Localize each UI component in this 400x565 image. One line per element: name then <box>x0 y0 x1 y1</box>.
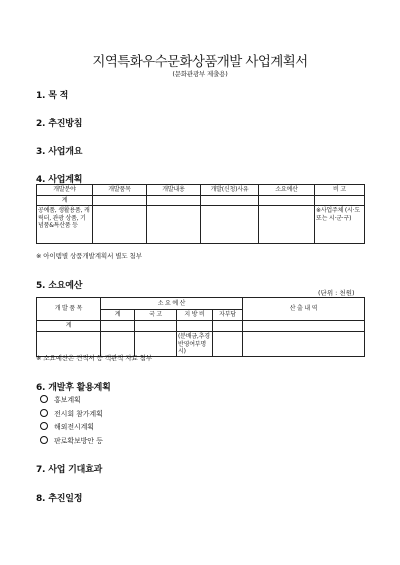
section-expected-effects: 7. 사업 기대효과 <box>36 465 103 475</box>
circle-bullet-icon <box>40 422 48 430</box>
section-overview: 3. 사업개요 <box>36 147 83 157</box>
plan-table-row <box>37 206 365 244</box>
usage-item <box>40 436 103 446</box>
table-cell <box>259 206 315 244</box>
usage-item-label: 판로확보방안 등 <box>54 437 103 445</box>
usage-item-label: 홍보계획 <box>54 396 81 404</box>
document-title: 지역특화우수문화상품개발 사업계획서 <box>92 54 308 70</box>
section-budget: 5. 소요예산 <box>36 281 83 291</box>
plan-header-remarks: 비 고 <box>315 185 365 196</box>
table-cell <box>243 332 365 357</box>
plan-total-label: 계 <box>37 196 93 206</box>
plan-table-total-row <box>37 196 365 206</box>
usage-item-label: 전시회 참가계획 <box>54 410 103 418</box>
plan-header-field: 개발분야 <box>37 185 93 196</box>
circle-bullet-icon <box>40 409 48 417</box>
table-cell <box>259 196 315 206</box>
section-purpose: 1. 목 적 <box>36 91 69 101</box>
plan-header-budget: 소요예산 <box>259 185 315 196</box>
table-cell <box>201 206 259 244</box>
usage-item <box>40 422 94 432</box>
plan-header-item: 개발품목 <box>93 185 147 196</box>
circle-bullet-icon <box>40 395 48 403</box>
table-cell <box>243 321 365 332</box>
budget-sub-self: 자부담 <box>213 310 243 321</box>
plan-header-content: 개발내용 <box>147 185 201 196</box>
table-cell <box>201 196 259 206</box>
plan-footnote: ※ 아이템별 상품개발계획서 별도 첨부 <box>36 252 142 260</box>
table-cell <box>147 196 201 206</box>
budget-total-label: 계 <box>37 321 101 332</box>
section-policy: 2. 추진방침 <box>36 119 83 129</box>
budget-table <box>36 297 365 357</box>
plan-row-note: ※사업주체 (시·도 또는 시·군·구) <box>315 206 365 244</box>
table-cell <box>315 196 365 206</box>
table-cell <box>213 332 243 357</box>
budget-header-row <box>37 298 365 310</box>
table-cell <box>93 196 147 206</box>
plan-table <box>36 184 365 244</box>
section-schedule: 8. 추진일정 <box>36 494 83 504</box>
section-usage-plan: 6. 개발후 활용계획 <box>36 383 111 393</box>
budget-sub-national: 국 고 <box>135 310 177 321</box>
table-cell <box>147 206 201 244</box>
table-cell <box>213 321 243 332</box>
document-subtitle: (문화관광부 제출용) <box>172 70 228 78</box>
table-cell <box>177 321 213 332</box>
budget-total-row <box>37 321 365 332</box>
budget-header-calc: 산 출 내 역 <box>243 298 365 321</box>
budget-sub-local: 지 방 비 <box>177 310 213 321</box>
circle-bullet-icon <box>40 436 48 444</box>
table-cell <box>135 321 177 332</box>
table-cell <box>93 206 147 244</box>
plan-header-reason: 개발(신청)사유 <box>201 185 259 196</box>
budget-local-note: (분배금,추경 반영여부명시) <box>177 332 213 357</box>
usage-item-label: 해외전시계획 <box>54 423 94 431</box>
table-cell <box>101 321 135 332</box>
usage-item <box>40 395 81 405</box>
budget-header-item: 개 발 품 목 <box>37 298 101 321</box>
section-plan: 4. 사업계획 <box>36 175 83 185</box>
budget-sub-total: 계 <box>101 310 135 321</box>
usage-item <box>40 409 103 419</box>
budget-header-budget: 소 요 예 산 <box>101 298 243 310</box>
plan-table-header-row <box>37 185 365 196</box>
budget-unit: (단위 : 천원) <box>318 289 355 297</box>
plan-row-field: 공예품, 생활용품, 캐릭터, 관광 상품, 기념품&특산품 등 <box>37 206 93 244</box>
budget-footnote: ※ 소요예산은 견적서 등 객관적 자료 첨부 <box>36 354 153 362</box>
